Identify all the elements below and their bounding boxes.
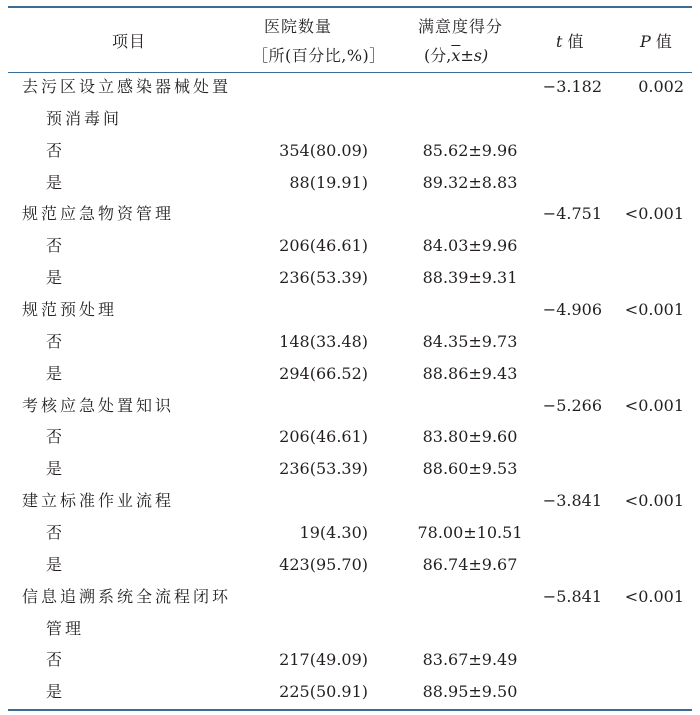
row-hospital-count: 217(49.09) <box>279 650 368 670</box>
row-p-value: <0.001 <box>624 491 684 511</box>
row-satisfaction-score: 88.95±9.50 <box>422 682 518 702</box>
p-symbol: P <box>640 32 651 51</box>
row-label: 是 <box>46 682 66 702</box>
table-row <box>0 106 700 132</box>
t-symbol: t <box>556 32 563 51</box>
header-item: 项目 <box>112 32 147 51</box>
row-p-value: 0.002 <box>638 77 684 96</box>
row-hospital-count: 88(19.91) <box>289 172 368 192</box>
row-p-value: <0.001 <box>624 395 684 415</box>
row-hospital-count: 423(95.70) <box>279 554 368 574</box>
table-row <box>0 647 700 673</box>
row-satisfaction-score: 83.80±9.60 <box>422 427 518 447</box>
p-suffix: 值 <box>650 32 672 51</box>
row-label: 否 <box>46 236 66 256</box>
table-row <box>0 393 700 419</box>
header-hospital-count-unit: ［所(百分比,%)］ <box>252 46 386 65</box>
row-label: 信息追溯系统全流程闭环 <box>22 586 232 606</box>
row-t-value: −5.266 <box>542 395 602 415</box>
score-unit-xbar: $\overline{x}$ <box>451 46 461 65</box>
table-row <box>0 201 700 227</box>
table-bottom-rule <box>8 709 692 711</box>
score-unit-suffix: ±s) <box>460 46 489 65</box>
row-label: 是 <box>46 554 66 574</box>
row-satisfaction-score: 86.74±9.67 <box>422 554 518 574</box>
table-row <box>0 74 700 100</box>
header-satisfaction-score: 满意度得分 <box>418 17 504 36</box>
row-satisfaction-score: 89.32±8.83 <box>422 172 518 192</box>
table-row <box>0 424 700 450</box>
row-label: 否 <box>46 140 66 160</box>
row-label: 是 <box>46 172 66 192</box>
row-p-value: <0.001 <box>624 586 684 606</box>
row-satisfaction-score: 88.39±9.31 <box>422 268 518 288</box>
header-hospital-count: 医院数量 <box>264 17 333 36</box>
row-hospital-count: 206(46.61) <box>279 236 368 256</box>
row-hospital-count: 236(53.39) <box>279 459 368 479</box>
row-label: 否 <box>46 427 66 447</box>
row-label: 否 <box>46 650 66 670</box>
row-label: 管理 <box>46 618 85 638</box>
row-hospital-count: 236(53.39) <box>279 268 368 288</box>
row-satisfaction-score: 85.62±9.96 <box>422 140 518 160</box>
table-row <box>0 361 700 387</box>
table-row <box>0 456 700 482</box>
row-p-value: <0.001 <box>624 300 684 319</box>
row-satisfaction-score: 84.35±9.73 <box>422 331 518 351</box>
row-label: 规范预处理 <box>22 300 118 319</box>
row-label: 否 <box>46 522 66 542</box>
row-label: 是 <box>46 459 66 479</box>
row-label: 规范应急物资管理 <box>22 204 175 224</box>
row-label: 是 <box>46 363 66 383</box>
table-row <box>0 679 700 705</box>
table-row <box>0 552 700 578</box>
row-label: 预消毒间 <box>46 108 123 128</box>
row-label: 考核应急处置知识 <box>22 395 175 415</box>
row-t-value: −3.182 <box>542 77 602 96</box>
row-hospital-count: 148(33.48) <box>279 331 368 351</box>
table-row <box>0 138 700 164</box>
table-row <box>0 488 700 514</box>
row-satisfaction-score: 84.03±9.96 <box>422 236 518 256</box>
table-row <box>0 297 700 323</box>
score-unit-prefix: (分, <box>424 46 452 65</box>
row-label: 是 <box>46 268 66 288</box>
row-satisfaction-score: 78.00±10.51 <box>417 522 523 542</box>
row-hospital-count: 225(50.91) <box>279 682 368 702</box>
row-hospital-count: 206(46.61) <box>279 427 368 447</box>
table-row <box>0 265 700 291</box>
row-t-value: −4.906 <box>542 300 602 319</box>
row-satisfaction-score: 88.86±9.43 <box>422 363 518 383</box>
table-row <box>0 520 700 546</box>
row-satisfaction-score: 83.67±9.49 <box>422 650 518 670</box>
table-row <box>0 616 700 642</box>
row-hospital-count: 19(4.30) <box>299 522 368 542</box>
row-p-value: <0.001 <box>624 204 684 224</box>
row-t-value: −4.751 <box>542 204 602 224</box>
row-t-value: −5.841 <box>542 586 602 606</box>
row-label: 去污区设立感染器械处置 <box>22 77 232 96</box>
table-row <box>0 233 700 259</box>
row-label: 建立标准作业流程 <box>22 491 175 511</box>
row-satisfaction-score: 88.60±9.53 <box>422 459 518 479</box>
table-row <box>0 329 700 355</box>
row-t-value: −3.841 <box>542 491 602 511</box>
table-row <box>0 584 700 610</box>
row-hospital-count: 294(66.52) <box>279 363 368 383</box>
t-suffix: 值 <box>562 32 584 51</box>
row-hospital-count: 354(80.09) <box>279 140 368 160</box>
row-label: 否 <box>46 331 66 351</box>
table-row <box>0 170 700 196</box>
